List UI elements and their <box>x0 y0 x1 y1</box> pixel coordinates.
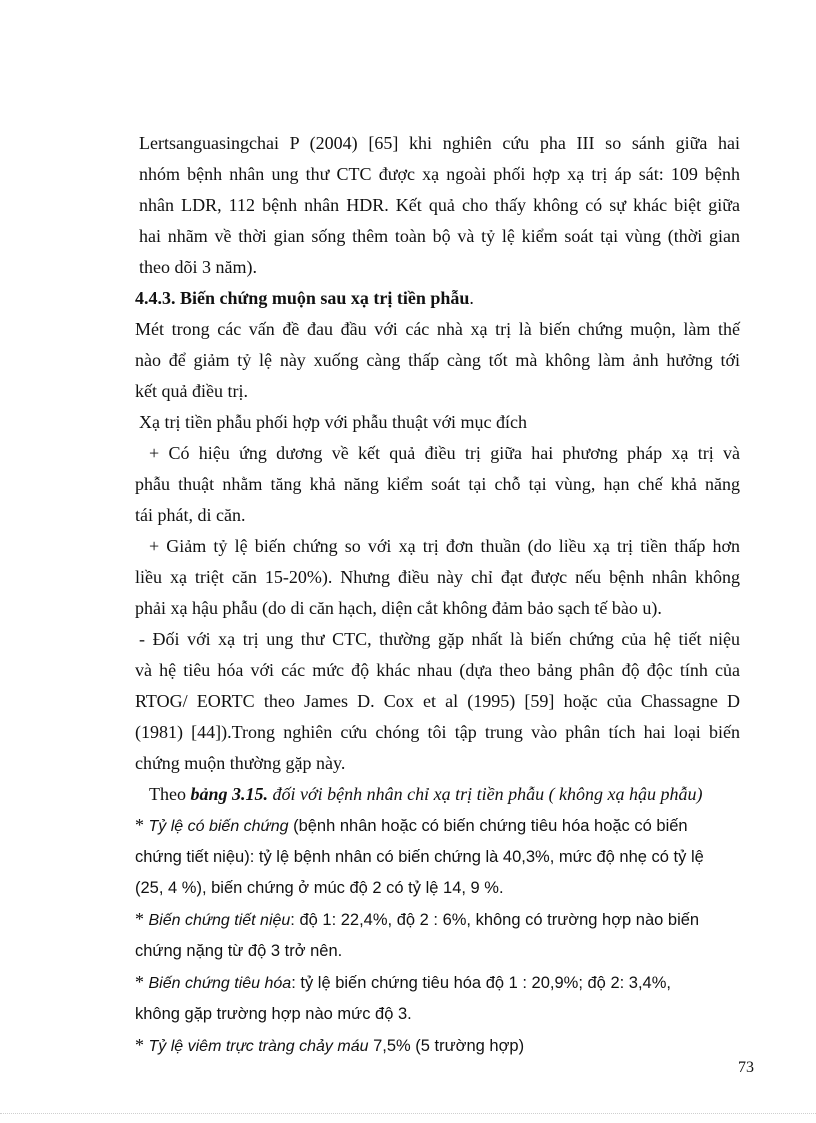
paragraph-table-reference <box>135 779 740 810</box>
paragraph-ctc-radiotherapy <box>135 624 740 779</box>
paragraph-lertsanguasingchai <box>135 128 740 283</box>
paragraph-late-complications <box>135 314 740 407</box>
section-heading-period: . <box>469 288 474 308</box>
bullet-star: * <box>135 972 149 992</box>
bullet-star: * <box>135 815 149 835</box>
text-line: (1981) [44]).Trong nghiên cứu chóng tôi tập trung vào phân tích hai loại biến <box>135 722 740 742</box>
bullet-urinary-complications <box>135 904 740 967</box>
text-span: 7,5% (5 trường hợp) <box>368 1037 525 1055</box>
text-line: không gặp trường hợp nào mức độ 3. <box>135 1005 412 1023</box>
text-line: chứng tiết niệu): tỷ lệ bệnh nhân có biến chứng là 40,3%, mức độ nhẹ có tỷ lệ <box>135 848 704 866</box>
bullet-complication-rate <box>135 810 740 904</box>
text-line: + Có hiệu ứng dương về kết quả điều trị giữa hai phương pháp xạ trị và <box>149 443 740 463</box>
page-number: 73 <box>738 1059 754 1076</box>
text-line: kết quả điều trị. <box>135 381 248 401</box>
page-bottom-divider <box>0 1113 816 1114</box>
bullet-rectal-bleeding <box>135 1030 740 1062</box>
text-line: nhân LDR, 112 bệnh nhân HDR. Kết quả cho thấy không có sự khác biệt giữa <box>139 195 740 215</box>
text-line <box>135 967 740 999</box>
table-reference: bảng 3.15. <box>190 784 268 804</box>
text-span: : tỷ lệ biến chứng tiêu hóa độ 1 : 20,9%; độ 2: 3,4%, <box>291 974 671 992</box>
text-line: nhóm bệnh nhân ung thư CTC được xạ ngoài phối hợp xạ trị áp sát: 109 bệnh <box>139 164 740 184</box>
bullet-label: Tỷ lệ có biến chứng <box>148 818 289 835</box>
text-line: Mét trong các vấn đề đau đầu với các nhà xạ trị là biến chứng muộn, làm thế <box>135 319 740 339</box>
text-line: và hệ tiêu hóa với các mức độ khác nhau (dựa theo bảng phân độ độc tính của <box>135 660 740 680</box>
text-line <box>135 1030 740 1062</box>
text-line: liều xạ triệt căn 15-20%). Nhưng điều này chỉ đạt được nếu bệnh nhân không <box>135 567 740 587</box>
text-span: : độ 1: 22,4%, độ 2 : 6%, không có trường hợp nào biến <box>290 911 700 929</box>
paragraph-positive-effect <box>135 438 740 531</box>
text-line: + Giảm tỷ lệ biến chứng so với xạ trị đơn thuần (do liều xạ trị tiền thấp hơn <box>149 536 740 556</box>
bullet-star: * <box>135 1035 149 1055</box>
text-span: đối với bệnh nhân chỉ xạ trị tiền phẫu ( không xạ hậu phẫu) <box>268 784 703 804</box>
bullet-digestive-complications <box>135 967 740 1030</box>
text-line: phải xạ hậu phẫu (do di căn hạch, diện cắt không đảm bảo sạch tế bào u). <box>135 598 662 618</box>
bullet-label: Biến chứng tiết niệu <box>148 912 291 929</box>
text-line: RTOG/ EORTC theo James D. Cox et al (1995) [59] hoặc của Chassagne D <box>135 691 740 711</box>
text-line: tái phát, di căn. <box>135 505 246 525</box>
section-heading <box>135 283 740 314</box>
text-span: (bệnh nhân hoặc có biến chứng tiêu hóa hoặc có biến <box>288 817 688 835</box>
section-heading-text: 4.4.3. Biến chứng muộn sau xạ trị tiền phẫu <box>135 288 470 308</box>
text-line: chứng nặng từ độ 3 trở nên. <box>135 942 343 960</box>
body-text <box>135 128 740 1062</box>
bullet-label: Biến chứng tiêu hóa <box>148 975 292 992</box>
text-span: Theo <box>149 784 191 804</box>
text-line: - Đối với xạ trị ung thư CTC, thường gặp nhất là biến chứng của hệ tiết niệu <box>139 629 740 649</box>
text-line: (25, 4 %), biến chứng ở múc độ 2 có tỷ lệ 14, 9 %. <box>135 879 504 897</box>
text-line: phẫu thuật nhằm tăng khả năng kiểm soát tại chỗ tại vùng, hạn chế khả năng <box>135 474 740 494</box>
bullet-label: Tỷ lệ viêm trực tràng chảy máu <box>148 1038 369 1055</box>
text-line: hai nhãm về thời gian sống thêm toàn bộ và tỷ lệ kiểm soát tại vùng (thời gian <box>139 226 740 246</box>
paragraph-purpose: Xạ trị tiền phẫu phối hợp với phẫu thuật với mục đích <box>139 412 527 432</box>
text-line: Lertsanguasingchai P (2004) [65] khi nghiên cứu pha III so sánh giữa hai <box>139 133 740 153</box>
text-line <box>135 904 740 936</box>
text-line: theo dõi 3 năm). <box>139 257 257 277</box>
bullet-star: * <box>135 909 149 929</box>
paragraph-reduce-complications <box>135 531 740 624</box>
text-line <box>135 810 740 842</box>
text-line: nào để giảm tỷ lệ này xuống càng thấp càng tốt mà không làm ảnh hưởng tới <box>135 350 740 370</box>
text-line: chứng muộn thường gặp này. <box>135 753 346 773</box>
